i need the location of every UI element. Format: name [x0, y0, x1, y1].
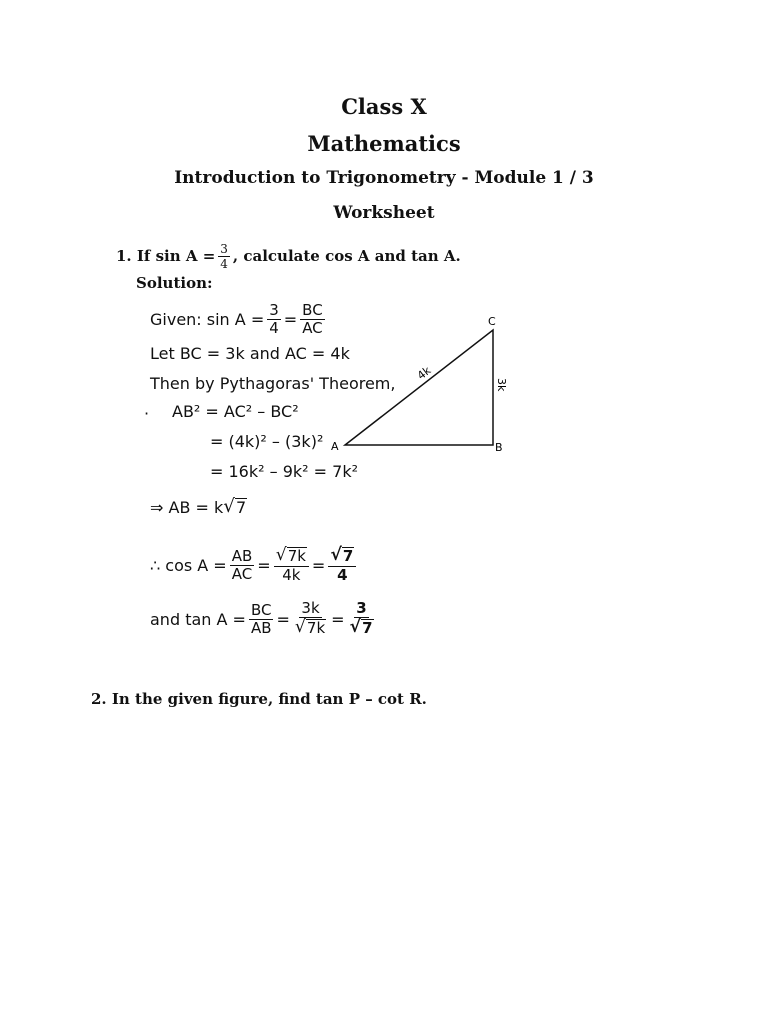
tan-fraction-3 [348, 601, 376, 637]
vertex-a-label: A [331, 440, 339, 453]
fraction-numerator: BC [250, 600, 272, 619]
equals-sign: = [283, 309, 298, 329]
fraction-numerator: 3k [301, 599, 320, 618]
fraction-numerator: 3 [269, 300, 279, 319]
side-bc-label: 3k [495, 378, 508, 392]
sqrt-expression [223, 498, 247, 517]
subject-title: Mathematics [307, 131, 461, 156]
ab-result-line [150, 498, 247, 517]
cos-fraction-1 [230, 546, 255, 583]
worksheet-title: Worksheet [333, 203, 435, 223]
tan-prefix: and tan A = [150, 609, 246, 629]
right-triangle-figure [325, 310, 515, 460]
fraction-denominator: 4k [282, 565, 301, 584]
question-1-prefix: 1. If sin A = [116, 247, 216, 265]
let-line: Let BC = 3k and AC = 4k [150, 344, 350, 363]
ab-prefix: ⇒ AB = k [150, 498, 224, 517]
step-3-line: = 16k² – 9k² = 7k² [210, 462, 358, 481]
vertex-c-label: C [488, 315, 496, 328]
triangle-outline [345, 330, 493, 445]
step-2-line: = (4k)² – (3k)² [210, 432, 324, 451]
side-ac-label: 4k [414, 363, 434, 383]
equals-sign: = [331, 609, 345, 629]
vertex-b-label: B [495, 441, 503, 454]
tan-fraction-2 [293, 601, 328, 637]
given-line [150, 302, 328, 336]
question-2: 2. In the given figure, find tan P – cot R. [91, 690, 427, 708]
module-title: Introduction to Trigonometry - Module 1 / 3 [174, 168, 594, 188]
fraction-numerator: 3 [220, 241, 228, 256]
fraction-numerator: AB [231, 546, 253, 565]
radical-sign: √ [223, 496, 235, 518]
fraction-numerator: 3 [356, 599, 367, 618]
pythagoras-line: Then by Pythagoras' Theorem, [150, 374, 396, 393]
cos-fraction-3 [328, 547, 356, 583]
question-1 [116, 238, 461, 274]
fraction-denominator: AB [250, 618, 272, 637]
radicand: 7k [287, 547, 306, 566]
fraction-denominator: 4 [220, 256, 228, 271]
class-title: Class X [341, 94, 427, 119]
fraction-denominator: 4 [269, 318, 279, 337]
radical-sign: √ [275, 545, 287, 566]
given-fraction-2 [300, 300, 325, 337]
fraction-numerator [274, 547, 309, 567]
fraction-numerator [328, 547, 356, 567]
fraction-denominator: AC [302, 318, 323, 337]
tan-line [150, 596, 379, 642]
fraction-denominator: AC [231, 564, 253, 583]
fraction-numerator: BC [302, 300, 323, 319]
solution-label: Solution: [136, 274, 213, 292]
radical-sign: √ [349, 617, 362, 638]
equals-sign: = [276, 609, 290, 629]
equals-sign: = [257, 555, 271, 575]
ab-squared-line: AB² = AC² – BC² [172, 402, 299, 421]
radicand: 7k [306, 619, 326, 638]
cos-fraction-2 [274, 547, 309, 583]
question-1-suffix: , calculate cos A and tan A. [232, 247, 461, 265]
question-1-fraction [218, 243, 230, 270]
fraction-denominator [293, 618, 328, 637]
given-prefix: Given: sin A = [150, 309, 265, 329]
radicand: 7 [362, 619, 373, 638]
cos-line [150, 542, 359, 588]
given-fraction-1 [267, 300, 281, 337]
radicand: 7 [235, 498, 247, 518]
radical-sign: √ [294, 617, 306, 638]
fraction-denominator [348, 618, 376, 637]
fraction-denominator: 4 [337, 565, 348, 584]
tan-fraction-1 [249, 600, 274, 637]
cos-prefix: ∴ cos A = [150, 555, 227, 575]
radical-sign: √ [330, 545, 342, 566]
bullet-mark: · [144, 404, 150, 423]
equals-sign: = [311, 555, 326, 575]
radicand: 7 [342, 547, 354, 566]
